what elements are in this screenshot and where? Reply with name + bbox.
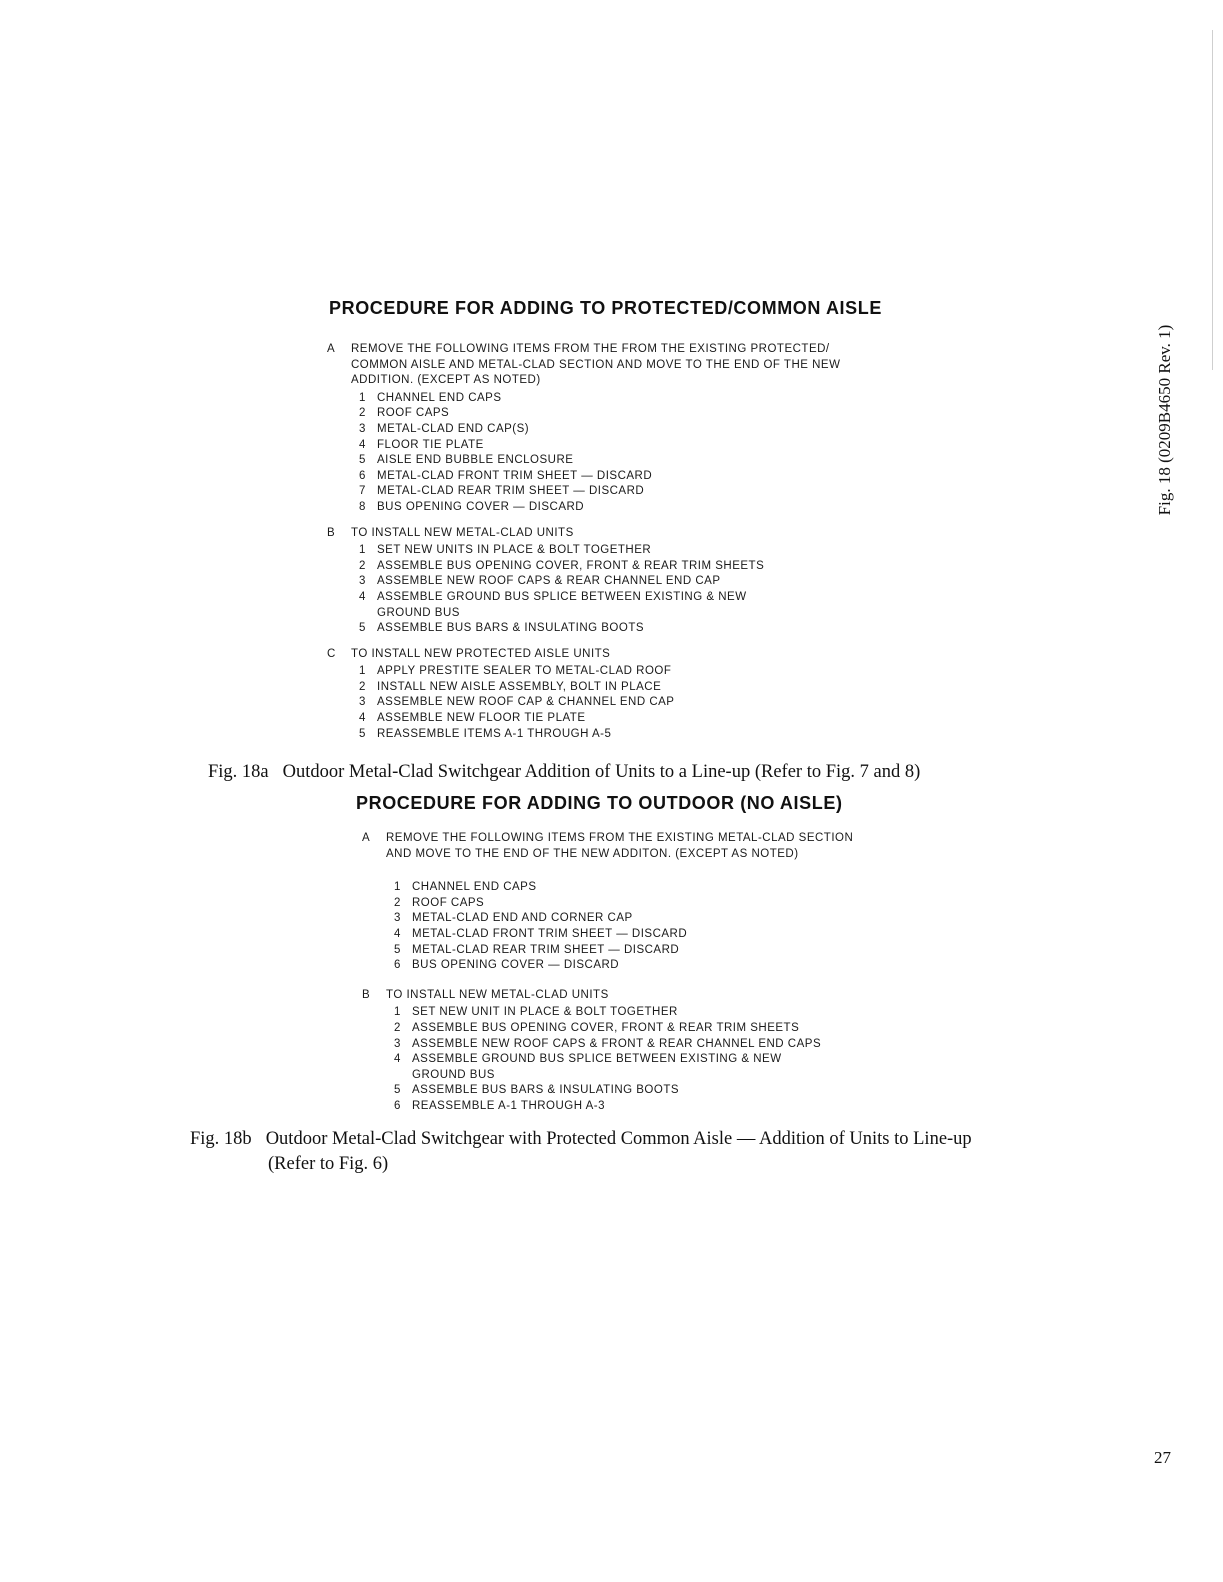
item-text: APPLY PRESTITE SEALER TO METAL-CLAD ROOF bbox=[377, 665, 672, 678]
item-number: 3 bbox=[359, 696, 366, 709]
section-letter: C bbox=[327, 647, 336, 660]
item-text: CHANNEL END CAPS bbox=[412, 881, 537, 894]
item-number: 4 bbox=[359, 438, 366, 451]
figure-caption-18b bbox=[190, 1129, 972, 1175]
item-text: ASSEMBLE GROUND BUS SPLICE BETWEEN EXISTING & NEW GROUND BUS bbox=[412, 1053, 782, 1081]
item-number: 6 bbox=[359, 469, 366, 482]
section-heading: TO INSTALL NEW METAL-CLAD UNITS bbox=[386, 988, 609, 1001]
list-item bbox=[394, 880, 982, 896]
item-text: INSTALL NEW AISLE ASSEMBLY, BOLT IN PLACE bbox=[377, 680, 662, 693]
list-item bbox=[359, 695, 947, 711]
list-item bbox=[394, 1052, 982, 1083]
section-items bbox=[359, 391, 947, 516]
figure-id-18a: Fig. 18a bbox=[208, 762, 269, 782]
item-text: BUS OPENING COVER — DISCARD bbox=[412, 959, 620, 972]
item-number: 7 bbox=[359, 485, 366, 498]
list-item bbox=[394, 1083, 982, 1099]
list-item bbox=[394, 958, 982, 974]
item-text: CHANNEL END CAPS bbox=[377, 391, 502, 404]
item-text: METAL-CLAD FRONT TRIM SHEET — DISCARD bbox=[412, 927, 688, 940]
item-number: 4 bbox=[394, 1053, 401, 1066]
item-number: 4 bbox=[394, 927, 401, 940]
list-item bbox=[359, 664, 947, 680]
list-item bbox=[359, 680, 947, 696]
item-number: 8 bbox=[359, 500, 366, 513]
item-text: ASSEMBLE BUS OPENING COVER, FRONT & REAR TRIM SHEETS bbox=[412, 1021, 800, 1034]
item-text: ASSEMBLE BUS BARS & INSULATING BOOTS bbox=[412, 1084, 680, 1097]
list-item bbox=[359, 438, 947, 454]
procedure-section bbox=[362, 988, 982, 1115]
item-number: 4 bbox=[359, 712, 366, 725]
caption-text-18b: Outdoor Metal-Clad Switchgear with Protected Common Aisle — Addition of Units to Line-up bbox=[265, 1129, 972, 1149]
item-number: 3 bbox=[394, 1037, 401, 1050]
procedure-section bbox=[327, 526, 947, 637]
item-number: 5 bbox=[359, 622, 366, 635]
list-item bbox=[394, 943, 982, 959]
item-number: 3 bbox=[394, 912, 401, 925]
item-number: 1 bbox=[394, 881, 401, 894]
procedure-section bbox=[327, 342, 947, 516]
section-letter: B bbox=[327, 526, 336, 539]
list-item bbox=[394, 1005, 982, 1021]
figure-id-18b: Fig. 18b bbox=[190, 1129, 252, 1149]
item-text: METAL-CLAD END CAP(S) bbox=[377, 422, 530, 435]
item-number: 6 bbox=[394, 959, 401, 972]
list-item bbox=[394, 927, 982, 943]
list-item bbox=[394, 911, 982, 927]
section-heading: REMOVE THE FOLLOWING ITEMS FROM THE FROM THE EXISTING PROTECTED/ COMMON AISLE AND METAL-CLAD SECTION AND MOVE TO THE END OF THE NEW ADDITION. (EXCEPT AS NOTED) bbox=[351, 343, 841, 387]
list-item bbox=[359, 543, 947, 559]
procedure-b-title: PROCEDURE FOR ADDING TO OUTDOOR (NO AISLE) bbox=[356, 793, 843, 813]
item-number: 5 bbox=[359, 727, 366, 740]
section-letter: B bbox=[362, 988, 371, 1001]
item-number: 6 bbox=[394, 1099, 401, 1112]
list-item bbox=[359, 590, 947, 621]
item-number: 1 bbox=[394, 1006, 401, 1019]
section-items bbox=[394, 1005, 982, 1114]
item-text: ROOF CAPS bbox=[412, 896, 485, 909]
item-text: METAL-CLAD FRONT TRIM SHEET — DISCARD bbox=[377, 469, 653, 482]
procedure-a-title: PROCEDURE FOR ADDING TO PROTECTED/COMMON AISLE bbox=[329, 298, 882, 318]
page-number: 27 bbox=[1154, 1448, 1171, 1467]
list-item bbox=[359, 391, 947, 407]
section-heading: TO INSTALL NEW PROTECTED AISLE UNITS bbox=[351, 647, 611, 660]
item-number: 5 bbox=[394, 1084, 401, 1097]
item-text: SET NEW UNITS IN PLACE & BOLT TOGETHER bbox=[377, 544, 652, 557]
section-heading: REMOVE THE FOLLOWING ITEMS FROM THE EXISTING METAL-CLAD SECTION AND MOVE TO THE END OF THE NEW ADDITON. (EXCEPT AS NOTED) bbox=[386, 832, 854, 860]
item-number: 1 bbox=[359, 544, 366, 557]
side-figure-label: Fig. 18 (0209B4650 Rev. 1) bbox=[1155, 324, 1174, 516]
caption-text-18b-line2: (Refer to Fig. 6) bbox=[268, 1154, 389, 1174]
item-text: AISLE END BUBBLE ENCLOSURE bbox=[377, 454, 574, 467]
item-number: 2 bbox=[359, 407, 366, 420]
section-letter: A bbox=[327, 343, 336, 355]
figure-caption-18a bbox=[208, 762, 920, 783]
section-heading: TO INSTALL NEW METAL-CLAD UNITS bbox=[351, 526, 574, 539]
item-number: 4 bbox=[359, 590, 366, 603]
section-letter: A bbox=[362, 832, 371, 844]
list-item bbox=[359, 727, 947, 743]
item-number: 2 bbox=[394, 896, 401, 909]
item-text: REASSEMBLE A-1 THROUGH A-3 bbox=[412, 1099, 606, 1112]
procedure-a-body bbox=[327, 342, 947, 742]
procedure-section bbox=[327, 647, 947, 743]
item-text: ASSEMBLE NEW FLOOR TIE PLATE bbox=[377, 712, 586, 725]
list-item bbox=[359, 500, 947, 516]
list-item bbox=[394, 896, 982, 912]
item-number: 2 bbox=[359, 680, 366, 693]
list-item bbox=[359, 621, 947, 637]
list-item bbox=[394, 1099, 982, 1115]
item-text: REASSEMBLE ITEMS A-1 THROUGH A-5 bbox=[377, 727, 612, 740]
item-number: 1 bbox=[359, 391, 366, 404]
procedure-b-body bbox=[362, 831, 982, 1115]
item-number: 3 bbox=[359, 575, 366, 588]
item-number: 1 bbox=[359, 665, 366, 678]
caption-text-18a: Outdoor Metal-Clad Switchgear Addition of Units to a Line-up (Refer to Fig. 7 and 8) bbox=[282, 762, 921, 782]
list-item bbox=[359, 453, 947, 469]
list-item bbox=[394, 1021, 982, 1037]
item-text: BUS OPENING COVER — DISCARD bbox=[377, 500, 585, 513]
item-text: ASSEMBLE BUS BARS & INSULATING BOOTS bbox=[377, 622, 645, 635]
item-text: METAL-CLAD REAR TRIM SHEET — DISCARD bbox=[412, 943, 680, 956]
item-text: METAL-CLAD REAR TRIM SHEET — DISCARD bbox=[377, 485, 645, 498]
procedure-section bbox=[362, 831, 982, 974]
item-text: FLOOR TIE PLATE bbox=[377, 438, 484, 451]
section-items bbox=[359, 543, 947, 637]
item-number: 5 bbox=[394, 943, 401, 956]
list-item bbox=[359, 484, 947, 500]
item-number: 5 bbox=[359, 454, 366, 467]
item-number: 3 bbox=[359, 422, 366, 435]
item-text: ASSEMBLE NEW ROOF CAPS & REAR CHANNEL END CAP bbox=[377, 575, 721, 588]
list-item bbox=[359, 422, 947, 438]
list-item bbox=[359, 711, 947, 727]
item-text: METAL-CLAD END AND CORNER CAP bbox=[412, 912, 633, 925]
section-items bbox=[394, 880, 982, 974]
item-text: ASSEMBLE GROUND BUS SPLICE BETWEEN EXISTING & NEW GROUND BUS bbox=[377, 590, 747, 619]
item-text: SET NEW UNIT IN PLACE & BOLT TOGETHER bbox=[412, 1006, 678, 1019]
list-item bbox=[359, 406, 947, 422]
item-text: ROOF CAPS bbox=[377, 407, 450, 420]
item-number: 2 bbox=[359, 559, 366, 572]
item-text: ASSEMBLE NEW ROOF CAPS & FRONT & REAR CHANNEL END CAPS bbox=[412, 1037, 822, 1050]
section-items bbox=[359, 664, 947, 742]
item-number: 2 bbox=[394, 1021, 401, 1034]
list-item bbox=[359, 574, 947, 590]
item-text: ASSEMBLE BUS OPENING COVER, FRONT & REAR TRIM SHEETS bbox=[377, 559, 765, 572]
page-edge-line bbox=[1212, 30, 1213, 370]
list-item bbox=[359, 469, 947, 485]
list-item bbox=[359, 559, 947, 575]
item-text: ASSEMBLE NEW ROOF CAP & CHANNEL END CAP bbox=[377, 696, 675, 709]
list-item bbox=[394, 1037, 982, 1053]
